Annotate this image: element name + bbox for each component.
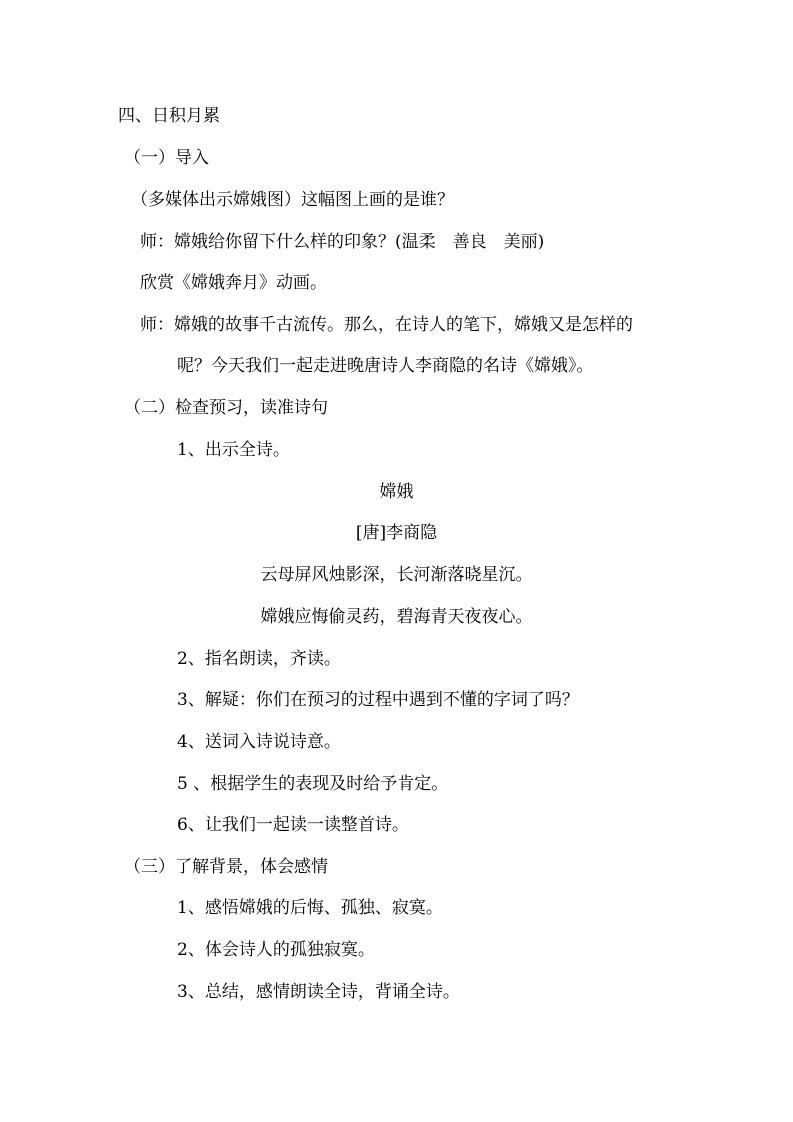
part1-paragraph: 欣赏《嫦娥奔月》动画。 xyxy=(140,273,327,293)
list-item: 5 、根据学生的表现及时给予肯定。 xyxy=(177,774,449,794)
poem-line: 嫦娥应悔偷灵药，碧海青天夜夜心。 xyxy=(260,607,533,627)
poem-author: [唐]李商隐 xyxy=(355,523,438,543)
part1-heading: （一）导入 xyxy=(124,148,209,168)
list-item: 1、出示全诗。 xyxy=(177,440,290,460)
part1-paragraph: 师：嫦娥的故事千古流传。那么，在诗人的笔下，嫦娥又是怎样的 xyxy=(140,315,633,335)
poem-title: 嫦娥 xyxy=(379,482,414,502)
part1-paragraph-continued: 呢？今天我们一起走进晚唐诗人李商隐的名诗《嫦娥》。 xyxy=(177,356,594,376)
list-item: 2、体会诗人的孤独寂寞。 xyxy=(177,940,375,960)
part1-paragraph: 师：嫦娥给你留下什么样的印象？(温柔 善良 美丽) xyxy=(140,232,545,252)
list-item: 3、总结，感情朗读全诗，背诵全诗。 xyxy=(177,982,460,1002)
list-item: 2、指名朗读，齐读。 xyxy=(177,649,341,669)
part3-heading: （三）了解背景，体会感情 xyxy=(124,857,328,877)
section-title: 四、日积月累 xyxy=(118,106,220,126)
list-item: 4、送词入诗说诗意。 xyxy=(177,732,341,752)
poem-line: 云母屏风烛影深，长河渐落晓星沉。 xyxy=(260,565,533,585)
part2-heading: （二）检查预习，读准诗句 xyxy=(124,398,328,418)
part1-paragraph: （多媒体出示嫦娥图）这幅图上画的是谁？ xyxy=(131,190,454,210)
list-item: 3、解疑：你们在预习的过程中遇到不懂的字词了吗？ xyxy=(177,690,579,710)
list-item: 6、让我们一起读一读整首诗。 xyxy=(177,815,409,835)
list-item: 1、感悟嫦娥的后悔、孤独、寂寞。 xyxy=(177,898,443,918)
